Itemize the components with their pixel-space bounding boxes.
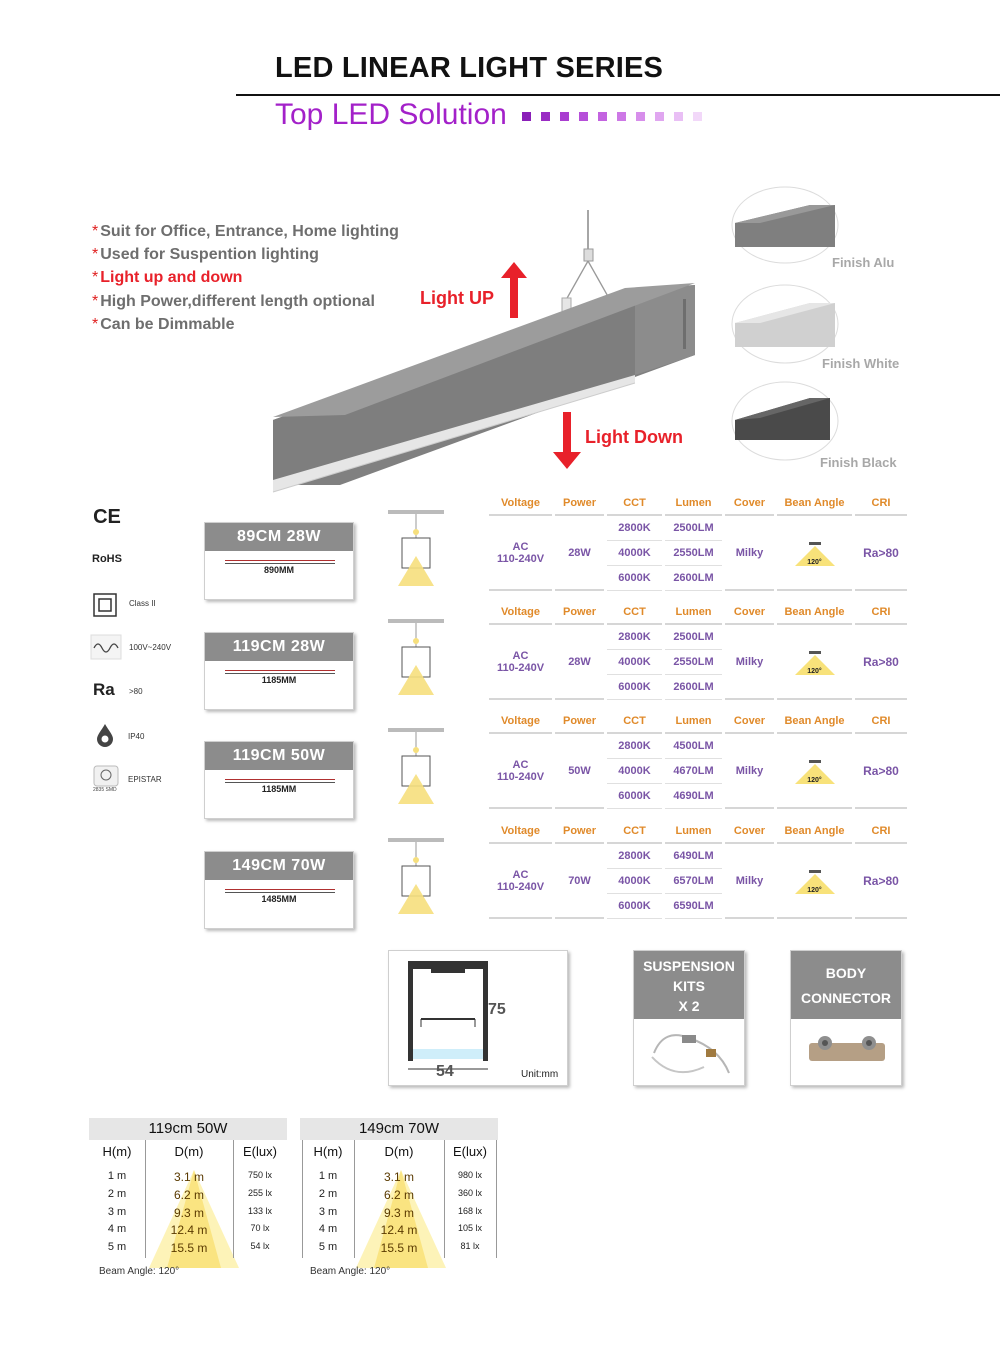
ra-symbol: Ra (93, 680, 115, 699)
height-cell: 5 m (107, 1241, 127, 1254)
column-header: E(lux) (243, 1144, 277, 1159)
angle-cell: 120° (777, 734, 852, 809)
height-cell: 5 m (318, 1241, 338, 1254)
beam-angle-note: Beam Angle: 120° (310, 1266, 391, 1277)
decorative-dot (636, 112, 645, 121)
lux-table-title: 149cm 70W (300, 1118, 498, 1140)
chip-brand-label: EPISTAR (128, 775, 162, 784)
header-angle: Bean Angle (777, 492, 852, 516)
spec-table-2: Voltage Power CCT Lumen Cover Bean Angle CRI AC 110-240V 28W 2800K 2500LM Milky 120° Ra>80 4000K 2550LM 6000K 2600LM (486, 601, 910, 700)
height-cell: 2 m (107, 1187, 127, 1200)
column-header: H(m) (313, 1144, 343, 1159)
height-cell: 2 m (318, 1187, 338, 1200)
title-divider (236, 94, 1000, 96)
lux-cell: 360 lx (457, 1187, 483, 1198)
cct-cell: 2800K (607, 734, 662, 759)
lumen-cell: 6490LM (665, 844, 722, 869)
height-cell: 3 m (107, 1205, 127, 1218)
lumen-cell: 2550LM (665, 541, 722, 566)
cct-cell: 4000K (607, 650, 662, 675)
lux-table-2 (300, 1118, 498, 1277)
lux-cell: 750 lx (247, 1170, 273, 1180)
asterisk-icon: * (92, 268, 99, 286)
pendant-beam-icon (388, 836, 444, 926)
spec-table-1 (486, 492, 910, 591)
height-cell: 1 m (318, 1170, 338, 1182)
angle-cell: 120° (777, 844, 852, 919)
cct-cell: 4000K (607, 759, 662, 784)
cover-cell: Milky (725, 516, 774, 591)
model-name: 149CM 70W (205, 852, 353, 880)
profile-width-label: 54 (436, 1063, 454, 1080)
finish-black-label: Finish Black (820, 455, 897, 470)
diameter-cell: 3.1 m (383, 1170, 414, 1184)
decorative-dot (598, 112, 607, 121)
decorative-dot (693, 112, 702, 121)
arrow-down-icon (552, 412, 582, 470)
body-connector-title: BODY CONNECTOR (791, 951, 901, 1019)
feature-item: * Light up and down (92, 268, 243, 286)
diameter-cell: 9.3 m (383, 1205, 414, 1220)
height-cell: 4 m (318, 1223, 338, 1236)
model-card (204, 632, 354, 710)
feature-item: * Suit for Office, Entrance, Home lighting (92, 223, 399, 240)
profile-height-label: 75 (488, 1001, 506, 1018)
diameter-cell: 6.2 m (383, 1187, 414, 1202)
cct-cell: 6000K (607, 675, 662, 700)
suspension-cable-icon (644, 1023, 736, 1081)
ra-value-label: >80 (129, 687, 143, 696)
power-cell: 28W (555, 516, 604, 591)
height-cell: 3 m (318, 1205, 338, 1218)
body-connector-box (790, 950, 902, 1086)
chip-type-label: 2835 SMD (93, 787, 117, 793)
decorative-dot (579, 112, 588, 121)
decorative-dot (541, 112, 550, 121)
connector-plate-icon (805, 1031, 889, 1071)
beam-angle-note: Beam Angle: 120° (99, 1266, 180, 1277)
ce-mark-icon: CE (93, 505, 121, 528)
lumen-cell: 6570LM (665, 869, 722, 894)
lumen-cell: 6590LM (665, 894, 722, 919)
model-card (204, 741, 354, 819)
lux-cell: 168 lx (457, 1205, 483, 1216)
bar-line (225, 892, 335, 893)
asterisk-icon: * (92, 293, 99, 311)
page-title: LED LINEAR LIGHT SERIES (275, 52, 664, 84)
header-cct: CCT (607, 492, 662, 516)
feature-item: * High Power,different length optional (92, 293, 375, 311)
bar-line (225, 670, 335, 671)
header-voltage: Voltage (489, 492, 552, 516)
lumen-cell: 2500LM (665, 625, 722, 650)
lumen-cell: 2600LM (665, 566, 722, 591)
lux-cell: 255 lx (247, 1187, 273, 1198)
diameter-cell: 15.5 m (170, 1241, 208, 1256)
column-header: D(m) (174, 1144, 204, 1159)
feature-item: * Can be Dimmable (92, 316, 235, 334)
decorative-dot (617, 112, 626, 121)
bar-line (225, 782, 335, 783)
lux-cell: 980 lx (457, 1170, 483, 1180)
lux-table-1 (89, 1118, 287, 1277)
pendant-beam-icon (388, 726, 444, 816)
ip-rating-label: IP40 (128, 732, 145, 741)
model-card (204, 851, 354, 929)
voltage-cell: AC 110-240V (489, 516, 552, 591)
cri-cell: Ra>80 (855, 625, 907, 700)
diameter-cell: 12.4 m (380, 1223, 418, 1238)
finish-alu-label: Finish Alu (832, 255, 895, 270)
voltage-cell: AC 110-240V (489, 844, 552, 919)
spec-table-3: Voltage Power CCT Lumen Cover Bean Angle CRI AC 110-240V 50W 2800K 4500LM Milky 120° Ra>80 4000K 4670LM 6000K 4690LM (486, 710, 910, 809)
model-name: 119CM 28W (205, 633, 353, 661)
angle-cell: 120° (777, 625, 852, 700)
bar-line (225, 673, 335, 674)
cover-cell: Milky (725, 625, 774, 700)
lux-cell: 70 lx (250, 1223, 270, 1234)
lumen-cell: 2600LM (665, 675, 722, 700)
feature-item: * Used for Suspention lighting (92, 245, 319, 263)
diameter-cell: 12.4 m (170, 1223, 208, 1238)
height-cell: 1 m (107, 1170, 127, 1182)
page-subtitle: Top LED Solution (275, 98, 507, 131)
lux-cell: 133 lx (247, 1205, 273, 1216)
spec-table-4: Voltage Power CCT Lumen Cover Bean Angle CRI AC 110-240V 70W 2800K 6490LM Milky 120° Ra>80 4000K 6570LM 6000K 6590LM (486, 820, 910, 919)
cri-cell: Ra>80 (855, 516, 907, 591)
finish-alu-swatch (730, 185, 840, 270)
cover-cell: Milky (725, 844, 774, 919)
lux-cell: 81 lx (460, 1241, 480, 1252)
voltage-wave-icon (90, 634, 122, 665)
pendant-beam-icon (388, 508, 444, 598)
decorative-dot (655, 112, 664, 121)
model-name: 89CM 28W (205, 523, 353, 551)
rohs-badge: RoHS (92, 553, 122, 565)
decorative-dot (522, 112, 531, 121)
cct-cell: 6000K (607, 894, 662, 919)
cri-cell: Ra>80 (855, 734, 907, 809)
cct-cell: 4000K (607, 869, 662, 894)
diameter-cell: 9.3 m (173, 1205, 204, 1220)
cct-cell: 6000K (607, 784, 662, 809)
lumen-cell: 2500LM (665, 516, 722, 541)
lumen-cell: 4670LM (665, 759, 722, 784)
cct-cell: 4000K (607, 541, 662, 566)
lux-cell: 105 lx (457, 1223, 483, 1234)
angle-cell: 120° (777, 516, 852, 591)
voltage-cell: AC 110-240V (489, 734, 552, 809)
decorative-dot (674, 112, 683, 121)
model-name: 119CM 50W (205, 742, 353, 770)
ip-drop-icon (93, 722, 117, 753)
suspension-kits-box (633, 950, 745, 1086)
cct-cell: 6000K (607, 566, 662, 591)
cct-cell: 2800K (607, 625, 662, 650)
voltage-cell: AC 110-240V (489, 625, 552, 700)
suspension-kits-title: SUSPENSION KITS X 2 (634, 951, 744, 1019)
cct-cell: 2800K (607, 844, 662, 869)
lumen-cell: 4500LM (665, 734, 722, 759)
cct-cell: 2800K (607, 516, 662, 541)
column-header: D(m) (384, 1144, 414, 1159)
decorative-dot (560, 112, 569, 121)
asterisk-icon: * (92, 316, 99, 334)
class-ii-label: Class II (129, 599, 156, 608)
asterisk-icon: * (92, 245, 99, 263)
bar-line (225, 889, 335, 890)
model-length: 1485MM (261, 894, 297, 904)
voltage-range-label: 100V~240V (129, 643, 172, 652)
model-length: 1185MM (261, 784, 297, 794)
lux-table-title: 119cm 50W (89, 1118, 287, 1140)
height-cell: 4 m (107, 1223, 127, 1236)
bar-line (225, 560, 335, 561)
power-cell: 70W (555, 844, 604, 919)
power-cell: 50W (555, 734, 604, 809)
header-power: Power (555, 492, 604, 516)
light-up-label: Light UP (420, 288, 494, 308)
arrow-up-icon (500, 262, 528, 320)
diameter-cell: 3.1 m (173, 1170, 204, 1184)
lux-cell: 54 lx (250, 1241, 270, 1252)
profile-unit-label: Unit:mm (521, 1069, 559, 1080)
cover-cell: Milky (725, 734, 774, 809)
pendant-beam-icon (388, 617, 444, 707)
profile-diagram (388, 950, 568, 1086)
diameter-cell: 15.5 m (380, 1241, 418, 1256)
cri-cell: Ra>80 (855, 844, 907, 919)
lumen-cell: 4690LM (665, 784, 722, 809)
lumen-cell: 2550LM (665, 650, 722, 675)
bar-line (225, 563, 335, 564)
header-cover: Cover (725, 492, 774, 516)
column-header: E(lux) (453, 1144, 487, 1159)
finish-white-label: Finish White (822, 356, 900, 371)
power-cell: 28W (555, 625, 604, 700)
light-down-label: Light Down (585, 427, 683, 447)
class-ii-icon (92, 592, 118, 623)
linear-light-illustration (270, 205, 710, 495)
model-length: 890MM (263, 565, 294, 575)
decorative-dots (522, 112, 702, 121)
model-card (204, 522, 354, 600)
profile-cross-section-icon (403, 957, 493, 1077)
bar-line (225, 779, 335, 780)
column-header: H(m) (102, 1144, 132, 1159)
diameter-cell: 6.2 m (173, 1187, 204, 1202)
asterisk-icon: * (92, 223, 99, 240)
finish-black-swatch (730, 380, 840, 467)
header-lumen: Lumen (665, 492, 722, 516)
model-length: 1185MM (261, 675, 297, 685)
header-cri: CRI (855, 492, 907, 516)
